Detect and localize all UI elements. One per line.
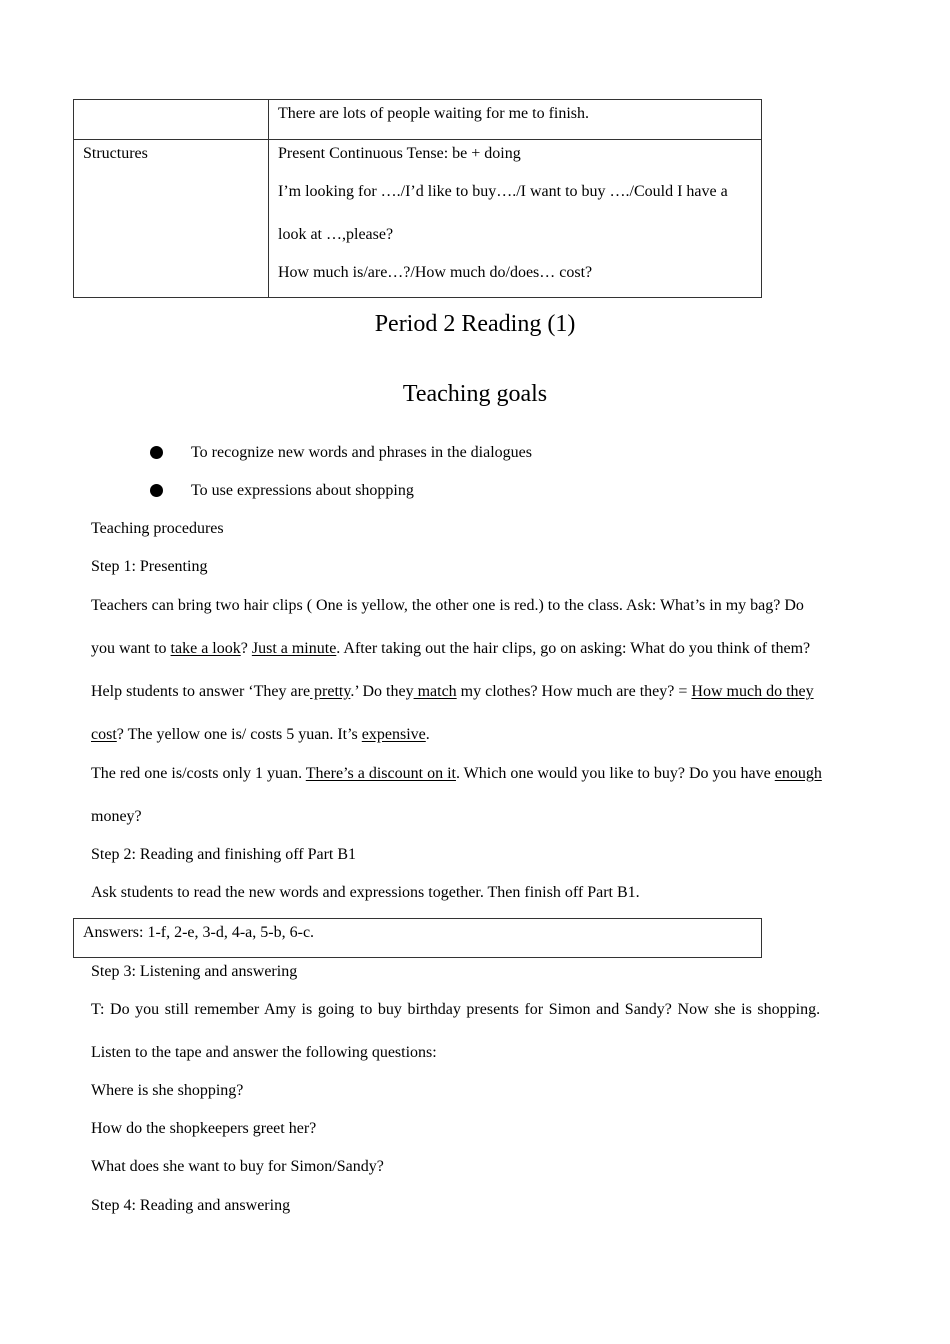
goal-item: To recognize new words and phrases in the dialogues (191, 444, 532, 461)
underlined-phrase: How much do they (691, 683, 814, 700)
underlined-phrase: take a look (170, 640, 241, 657)
text-run: ? (240, 640, 252, 657)
table-row2-line: How much is/are…?/How much do/does… cost? (278, 264, 593, 281)
step1-heading: Step 1: Presenting (91, 558, 208, 575)
text-run: . (425, 726, 430, 743)
table-row2-line: I’m looking for …./I’d like to buy…./I want to buy …./Could I have a (278, 183, 728, 200)
underlined-phrase: There’s a discount on it (305, 765, 456, 782)
table-row-divider (74, 139, 761, 140)
text-run: .’ Do they (350, 683, 414, 700)
goals-title: Teaching goals (402, 381, 548, 407)
table-row2-label: Structures (83, 145, 148, 162)
step3-heading: Step 3: Listening and answering (91, 963, 298, 980)
underlined-phrase: enough (774, 765, 822, 782)
step3-paragraph-line: Listen to the tape and answer the following questions: (91, 1044, 437, 1061)
period-title: Period 2 Reading (1) (374, 311, 576, 337)
step3-paragraph-line: T: Do you still remember Amy is going to buy birthday presents for Simon and Sandy? Now she is shopping. (91, 1001, 821, 1018)
question-item: How do the shopkeepers greet her? (91, 1120, 317, 1137)
step1-paragraph-line (91, 726, 430, 744)
step1-paragraph-line (91, 640, 810, 658)
underlined-phrase: Just a minute (251, 640, 337, 657)
step2-heading: Step 2: Reading and finishing off Part B1 (91, 846, 357, 863)
step1-paragraph-line: Teachers can bring two hair clips ( One is yellow, the other one is red.) to the class. Ask: What’s in my bag? Do (91, 597, 804, 614)
table-column-divider (268, 100, 269, 297)
step1-paragraph-line (91, 683, 814, 701)
step1-paragraph-line: money? (91, 808, 142, 825)
underlined-phrase: pretty (310, 683, 351, 700)
table-row2-line: Present Continuous Tense: be + doing (278, 145, 521, 162)
bullet-icon (150, 446, 163, 459)
text-run: . Which one would you like to buy? Do you have (455, 765, 775, 782)
question-item: What does she want to buy for Simon/Sandy? (91, 1158, 384, 1175)
step4-heading: Step 4: Reading and answering (91, 1197, 291, 1214)
answers-box (73, 918, 762, 958)
underlined-phrase: cost (91, 726, 117, 743)
procedures-heading: Teaching procedures (91, 520, 224, 537)
structures-table (73, 99, 762, 298)
step1-paragraph-line (91, 765, 822, 783)
text-run: you want to (91, 640, 171, 657)
text-run: . After taking out the hair clips, go on asking: What do you think of them? (336, 640, 811, 657)
underlined-phrase: expensive (361, 726, 426, 743)
text-run: The red one is/costs only 1 yuan. (91, 765, 306, 782)
text-run: my clothes? How much are they? = (456, 683, 692, 700)
question-item: Where is she shopping? (91, 1082, 244, 1099)
table-row2-line: look at …,please? (278, 226, 394, 243)
step2-text: Ask students to read the new words and expressions together. Then finish off Part B1. (91, 884, 640, 901)
goal-item: To use expressions about shopping (191, 482, 414, 499)
answers-text: Answers: 1-f, 2-e, 3-d, 4-a, 5-b, 6-c. (83, 924, 315, 941)
text-run: Help students to answer ‘They are (91, 683, 311, 700)
underlined-phrase: match (413, 683, 457, 700)
table-row1-right: There are lots of people waiting for me to finish. (278, 105, 590, 122)
bullet-icon (150, 484, 163, 497)
text-run: ? The yellow one is/ costs 5 yuan. It’s (116, 726, 362, 743)
